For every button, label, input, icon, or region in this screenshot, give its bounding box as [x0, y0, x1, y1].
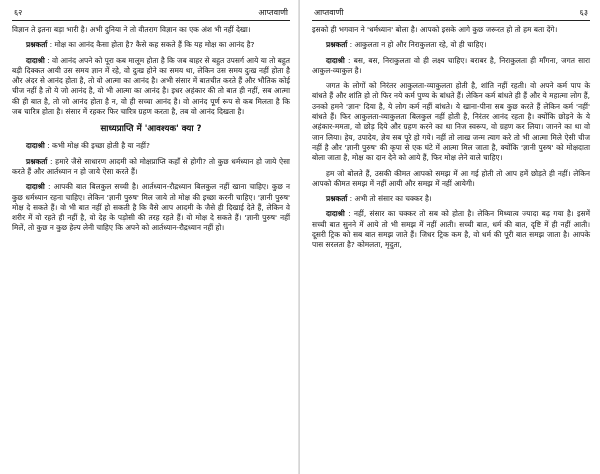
- paragraph-text: वो आनंद अपने को पूरा कब मालूम होता है कि जब बाहर से बहुत उपसर्ग आये या तो बहुत बड़ी दिक्कत आयी उस समय ज्ञान में रहे, वो दुःख होने का समय था, लेकिन उस समय दुःख नहीं होता है और अंदर से आनंद होता है, तो वो आत्मा का आनंद है। अभी संसार में बातचीत करते हैं और भौतिक कोई चीज नहीं है तो ये जो आनंद है, वो भी आत्मा का आनंद है। इधर अहंकार की तो बात ही नहीं, सब आत्मा की ही बात है, तो जो आनंद होता है न, वो ही सच्चा आनंद है। वो आनंद पूर्ण रूप से कब मिलता है कि जब चारित्र होता है। संसार में रहकर फिर चारित्र ग्रहण करता है, तब वो आनंद दिखता है।: [12, 55, 290, 117]
- speaker-separator: :: [44, 182, 54, 192]
- paragraph-text: नहीं, संसार का चक्कर तो सब को होता है। लेकिन मिथ्यात्व ज्यादा बढ़ गया है। इसमें सच्ची बात सुनने में आये तो भी समझ में नहीं आती। सच्ची बात, धर्म की बात, दृष्टि में ही नहीं आती। दूसरी ट्रिक को सब बात समझ जाते हैं। जिधर ट्रिक कम है, वो धर्म की पूरी बात समझ जाता है। आपके पास सरलता है? कोमलता, मृदुता,: [312, 209, 590, 250]
- speaker-separator: :: [44, 55, 53, 65]
- paragraph: [312, 194, 590, 204]
- left-page-body-continued: [12, 141, 290, 233]
- paragraph-text: अभी तो संसार का चक्कर है।: [354, 194, 432, 204]
- speaker-label: प्रश्नकर्ता: [26, 156, 48, 166]
- paragraph-text: बस, बस, निराकुलता वो ही लक्ष्य चाहिए। बराबर है, निराकुलता ही माँगना, जगत सारा आकुल-व्याकुल है।: [312, 55, 590, 75]
- speaker-separator: :: [347, 194, 355, 204]
- paragraph: [12, 141, 290, 151]
- paragraph: [312, 25, 590, 35]
- paragraph: [12, 40, 290, 50]
- paragraph: [12, 157, 290, 178]
- paragraph-text: हमारे जैसे साधारण आदमी को मोक्षप्राप्ति कहाँ से होगी? तो कुछ धर्मध्यान हो जाये ऐसा करते हैं और आर्तध्यान न हो जाये ऐसा करते हैं।: [12, 156, 290, 176]
- speaker-label: प्रश्नकर्ता: [26, 40, 48, 50]
- speaker-label: दादाश्री: [26, 182, 45, 192]
- paragraph-text: विज्ञान ते इतना बड़ा भारी है। अभी दुनिया ने तो वीतराग विज्ञान का एक अंश भी नहीं देखा।: [12, 25, 251, 34]
- left-page-body: [12, 25, 290, 117]
- left-page-header: [12, 6, 290, 21]
- paragraph: [312, 40, 590, 50]
- right-page-header: [312, 6, 590, 21]
- left-page: [0, 0, 298, 474]
- paragraph-text: आकुलता न हो और निराकुलता रहे, वो ही चाहिए।: [354, 40, 487, 50]
- page-number: ६३: [579, 8, 588, 17]
- paragraph-text: आपकी बात बिलकुल सच्ची है। आर्तध्यान-रौद्रध्यान बिलकुल नहीं खाना चाहिए। कुछ न कुछ धर्मध्यान रहना चाहिए। लेकिन 'ज्ञानी पुरुष' मिल जाये तो मोक्ष की इच्छा करनी चाहिए। 'ज्ञानी पुरुष' मोक्ष दे सकते हैं। वो भी बात नहीं हो सकती है कि वैसे आप आदमी के जैसे ही दिखाई देते हैं, लेकिन वे शरीर में वो रहते ही नहीं है, वो देह के पड़ोसी की तरह रहते हैं। वो मोक्ष दे सकते हैं। 'ज्ञानी पुरुष' नहीं मिलें, तो कुछ न कुछ हेल्प लेनी चाहिए कि अपने को आर्तध्यान-रौद्रध्यान नहीं हो।: [12, 182, 290, 233]
- speaker-separator: :: [47, 156, 56, 166]
- speaker-label: प्रश्नकर्ता: [326, 40, 348, 50]
- running-title: आप्तवाणी: [258, 8, 288, 17]
- speaker-separator: :: [344, 209, 354, 219]
- speaker-label: दादाश्री: [326, 55, 345, 65]
- speaker-label: दादाश्री: [26, 141, 45, 151]
- speaker-separator: :: [44, 141, 53, 151]
- paragraph-text: इसको ही भगवान ने 'धर्मध्यान' बोला है। आपको इसके आगे कुछ जरूरत हो तो हम बता देंगे।: [312, 25, 558, 34]
- running-title: आप्तवाणी: [314, 8, 344, 17]
- right-page: [300, 0, 600, 474]
- paragraph: [12, 25, 290, 35]
- speaker-separator: :: [344, 55, 354, 65]
- speaker-label: प्रश्नकर्ता: [326, 194, 348, 204]
- section-heading: साध्यप्राप्ति में 'आवश्यक' क्या ?: [100, 124, 202, 135]
- paragraph: [12, 56, 290, 118]
- speaker-label: दादाश्री: [26, 55, 45, 65]
- paragraph-text: जगत के लोगों को निरंतर आकुलता-व्याकुलता होती है, शांति नहीं रहती। वो अपने कर्म पाप के बांधते हैं और शांति हो तो फिर नये कर्म पुण्य के बांधते हैं। लेकिन कर्म बांधते ही हैं और ये महात्मा लोग हैं, उनको हमने 'ज्ञान' दिया है, ये लोग कर्म नहीं बांधते। ये खाना-पीना सब कुछ करते हैं लेकिन कर्म 'नहीं' बांधते हैं। फिर आकुलता-व्याकुलता बिलकुल नहीं होती है, निरंतर आनंद रहता है। क्योंकि छोड़ने के ये अहंकार-ममता, वो छोड़ दिये और ग्रहण करने का था निज स्वरूप, वो ग्रहण कर लिया। जानने का था वो जान लिया। हेय, उपादेय, ज्ञेय सब पूरे हो गये। नहीं तो लाख जन्म त्याग करे तो भी आत्मा मिले ऐसी चीज नहीं है और 'ज्ञानी पुरुष' की कृपा से एक घंटे में आत्मा मिल जाता है, क्योंकि 'ज्ञानी पुरुष' को मोक्षदाता बोला जाता है, मोक्ष का दान देने को आये हैं, फिर मोक्ष लेने वाले चाहिए।: [312, 81, 590, 163]
- paragraph: [312, 81, 590, 163]
- paragraph: [12, 182, 290, 233]
- paragraph: [312, 169, 590, 190]
- speaker-separator: :: [347, 40, 355, 50]
- paragraph-text: मोक्ष का आनंद कैसा होता है? कैसे कह सकते हैं कि यह मोक्ष का आनंद है?: [54, 40, 255, 50]
- speaker-separator: :: [47, 40, 55, 50]
- speaker-label: दादाश्री: [326, 209, 345, 219]
- page-number: ६२: [14, 8, 23, 17]
- paragraph: [312, 56, 590, 77]
- paragraph-text: हम जो बोलते हैं, उसकी कीमत आपको समझ में आ गई होती तो आप हमें छोड़ते ही नहीं। लेकिन आपको कीमत समझ में नहीं आयी और समझ में नहीं आयेगी।: [312, 168, 590, 188]
- paragraph: [312, 209, 590, 250]
- paragraph-text: कभी मोक्ष की इच्छा होती है या नहीं?: [52, 141, 150, 151]
- right-page-body: [312, 25, 590, 251]
